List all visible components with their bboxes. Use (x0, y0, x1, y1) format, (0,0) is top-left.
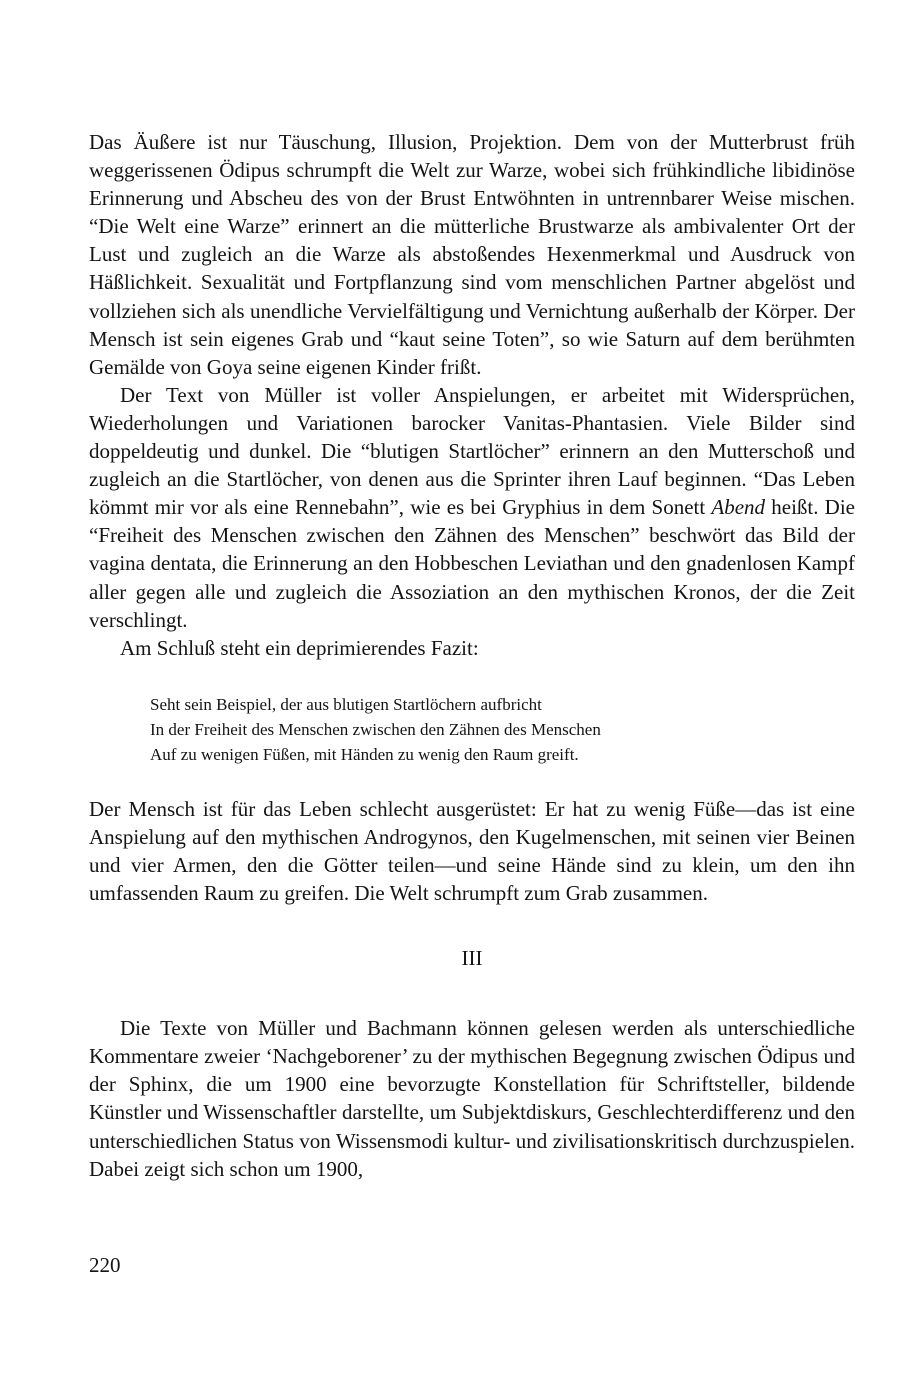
paragraph-5: Die Texte von Müller und Bachmann können gelesen werden als unterschiedliche Kommentare zweier ‘Nachgeborener’ zu der mythischen Begegnung zwischen Ödipus und der Sphinx, die um 1900 eine bevorzugte Konstellation für Schriftsteller, bildende Künstler und Wissenschaftler darstellte, um Subjektdiskurs, Geschlechterdifferenz und den unterschiedlichen Status von Wissensmodi kultur- und zivilisationskritisch durchzuspielen. Dabei zeigt sich schon um 1900, (89, 1016, 855, 1181)
verse-quote (150, 692, 855, 767)
page-body (89, 128, 855, 1183)
quote-line: Seht sein Beispiel, der aus blutigen Startlöchern aufbricht (150, 694, 542, 714)
paragraph-1: Das Äußere ist nur Täuschung, Illusion, Projektion. Dem von der Mutterbrust früh weggerissenen Ödipus schrumpft die Welt zur Warze, wobei sich frühkindliche libidinöse Erinnerung und Abscheu des von der Brust Entwöhnten in untrennbarer Weise mischen. “Die Welt eine Warze” erinnert an die mütterliche Brustwarze als ambivalenter Ort der Lust und zugleich an die Warze als abstoßendes Hexenmerkmal und Ausdruck von Häßlichkeit. Sexualität und Fortpflanzung sind vom menschlichen Partner abgelöst und vollziehen sich als unendliche Vervielfältigung und Vernichtung außerhalb der Körper. Der Mensch ist sein eigenes Grab und “kaut seine Toten”, so wie Saturn auf dem berühmten Gemälde von Goya seine eigenen Kinder frißt. (89, 130, 855, 379)
section-heading: III (461, 946, 483, 971)
paragraph-4: Der Mensch ist für das Leben schlecht ausgerüstet: Er hat zu wenig Füße—das ist eine Anspielung auf den mythischen Androgynos, den Kugelmenschen, mit seinen vier Beinen und vier Armen, den die Götter teilen—und seine Hände sind zu klein, um den ihn umfassenden Raum zu greifen. Die Welt schrumpft zum Grab zusammen. (89, 796, 855, 906)
poem-title-italic: Abend (711, 495, 766, 520)
paragraph-2 (89, 381, 855, 634)
paragraph-3: Am Schluß steht ein deprimierendes Fazit: (120, 635, 479, 660)
page-number: 220 (89, 1253, 121, 1277)
quote-line: In der Freiheit des Menschen zwischen den Zähnen des Menschen (150, 719, 601, 739)
paragraph-2-tail: heißt. Die “Freiheit des Menschen zwischen den Zähnen des Menschen” beschwört das Bild der vagina dentata, die Erinnerung an den Hobbeschen Leviathan und den gnadenlosen Kampf aller gegen alle und zugleich die Assoziation an den mythischen Kronos, der die Zeit verschlingt. (89, 495, 856, 632)
quote-line: Auf zu wenigen Füßen, mit Händen zu wenig den Raum greift. (150, 744, 579, 764)
paragraph-2-text: Der Text von Müller ist voller Anspielungen, er arbeitet mit Widersprüchen, Wiederholungen und Variationen barocker Vanitas-Phantasien. Viele Bilder sind doppeldeutig und dunkel. Die “blutigen Startlöcher” erinnern an den Mutterschoß und zugleich an die Startlöcher, von denen aus die Sprinter ihren Lauf beginnen. “Das Leben kömmt mir vor als eine Rennebahn”, wie es bei Gryphius in dem Sonett (89, 382, 855, 520)
